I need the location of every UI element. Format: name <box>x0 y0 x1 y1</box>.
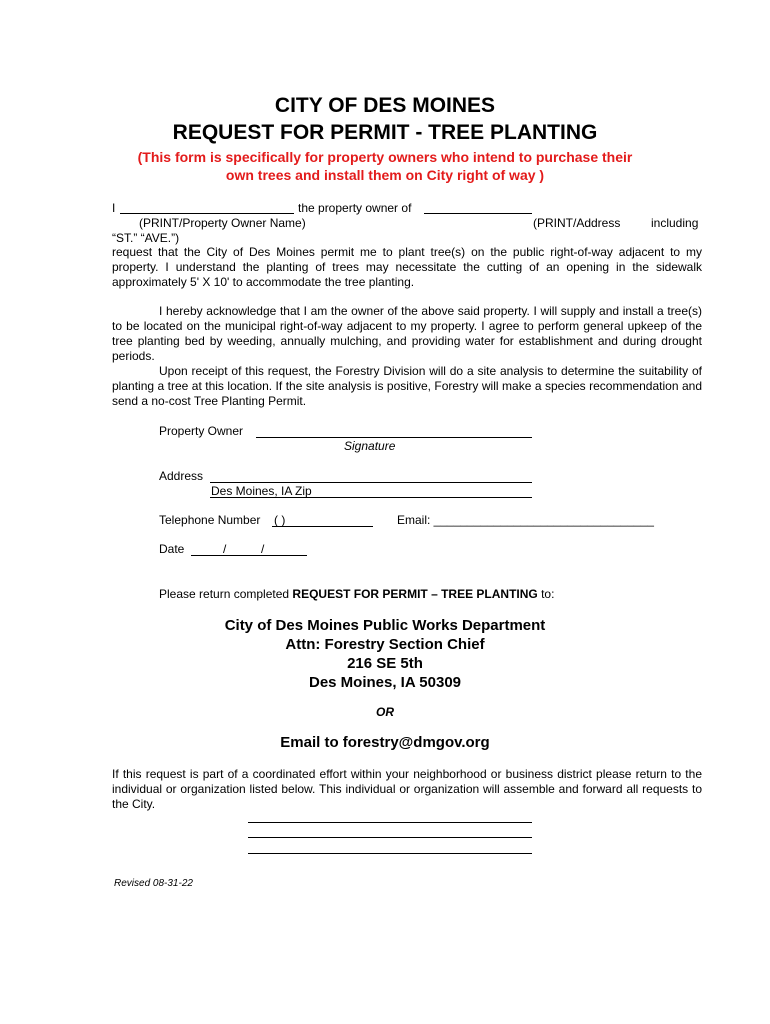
form-title-line2: REQUEST FOR PERMIT - TREE PLANTING <box>172 121 598 144</box>
dept-name: City of Des Moines Public Works Department <box>224 617 546 634</box>
telephone-field-line[interactable] <box>272 526 373 527</box>
telephone-label: Telephone Number <box>159 513 261 527</box>
address-label: Address <box>159 469 204 483</box>
or-label: OR <box>376 705 394 719</box>
print-name-label: (PRINT/Property Owner Name) <box>139 216 306 230</box>
organization-line-2[interactable] <box>248 837 532 838</box>
revised-date: Revised 08-31-22 <box>114 878 193 889</box>
address-field-line[interactable] <box>210 482 532 483</box>
organization-line-1[interactable] <box>248 822 532 823</box>
return-prefix: Please return completed <box>159 587 293 601</box>
form-subtitle-line2: own trees and install them on City right of way ) <box>225 167 545 183</box>
date-slash-1: / <box>223 542 227 556</box>
acknowledge-paragraph: I hereby acknowledge that I am the owner of the above said property. I will supply and install a tree(s) to be located on the municipal right-of-way adjacent to my property. I agree to perform general upkeep of the tree planting bed by weeding, annually mulching, and providing water for establishment and during drought periods. <box>112 304 702 363</box>
date-slash-2: / <box>261 542 265 556</box>
form-subtitle-line1: (This form is specifically for property owners who intend to purchase their <box>137 149 633 165</box>
st-ave-label: “ST.” “AVE.”) <box>112 231 180 245</box>
return-instruction <box>159 587 554 601</box>
including-label: including <box>651 216 699 230</box>
print-address-label: (PRINT/Address <box>533 216 621 230</box>
address-line[interactable] <box>424 213 532 214</box>
organization-line-3[interactable] <box>248 853 532 854</box>
property-owner-of-label: the property owner of <box>298 201 412 215</box>
date-field-line[interactable] <box>191 555 307 556</box>
dept-city: Des Moines, IA 50309 <box>308 674 461 691</box>
request-paragraph: request that the City of Des Moines permit me to plant tree(s) on the public right-of-way adjacent to my property. I understand the planting of trees may necessitate the cutting of an opening in the sidewalk approximately 5' X 10' to accommodate the tree planting. <box>112 245 702 289</box>
telephone-paren: ( ) <box>274 513 286 527</box>
coordinated-paragraph: If this request is part of a coordinated effort within your neighborhood or business district please return to the individual or organization listed below. This individual or organization will assemble and forward all requests to the City. <box>112 767 702 811</box>
city-zip-line[interactable] <box>210 497 532 498</box>
owner-i-label: I <box>112 201 116 215</box>
date-label: Date <box>159 542 185 556</box>
return-suffix: to: <box>537 587 555 601</box>
signature-label: Signature <box>344 439 396 453</box>
email-instruction[interactable]: Email to forestry@dmgov.org <box>280 734 490 751</box>
form-title-line1: CITY OF DES MOINES <box>274 94 496 117</box>
return-bold-title: REQUEST FOR PERMIT – TREE PLANTING <box>292 587 538 601</box>
receipt-paragraph: Upon receipt of this request, the Forestry Division will do a site analysis to determine the suitability of planting a tree at this location. If the site analysis is positive, Forestry will make a species recommendation and send a no-cost Tree Planting Permit. <box>112 364 702 408</box>
city-zip-label: Des Moines, IA Zip <box>211 484 312 498</box>
email-field[interactable]: Email: _________________________________ <box>397 513 654 527</box>
property-owner-label: Property Owner <box>159 424 244 438</box>
owner-name-line[interactable] <box>120 213 294 214</box>
property-owner-signature-line[interactable] <box>256 437 532 438</box>
dept-street: 216 SE 5th <box>347 655 423 672</box>
dept-attn: Attn: Forestry Section Chief <box>285 636 485 653</box>
